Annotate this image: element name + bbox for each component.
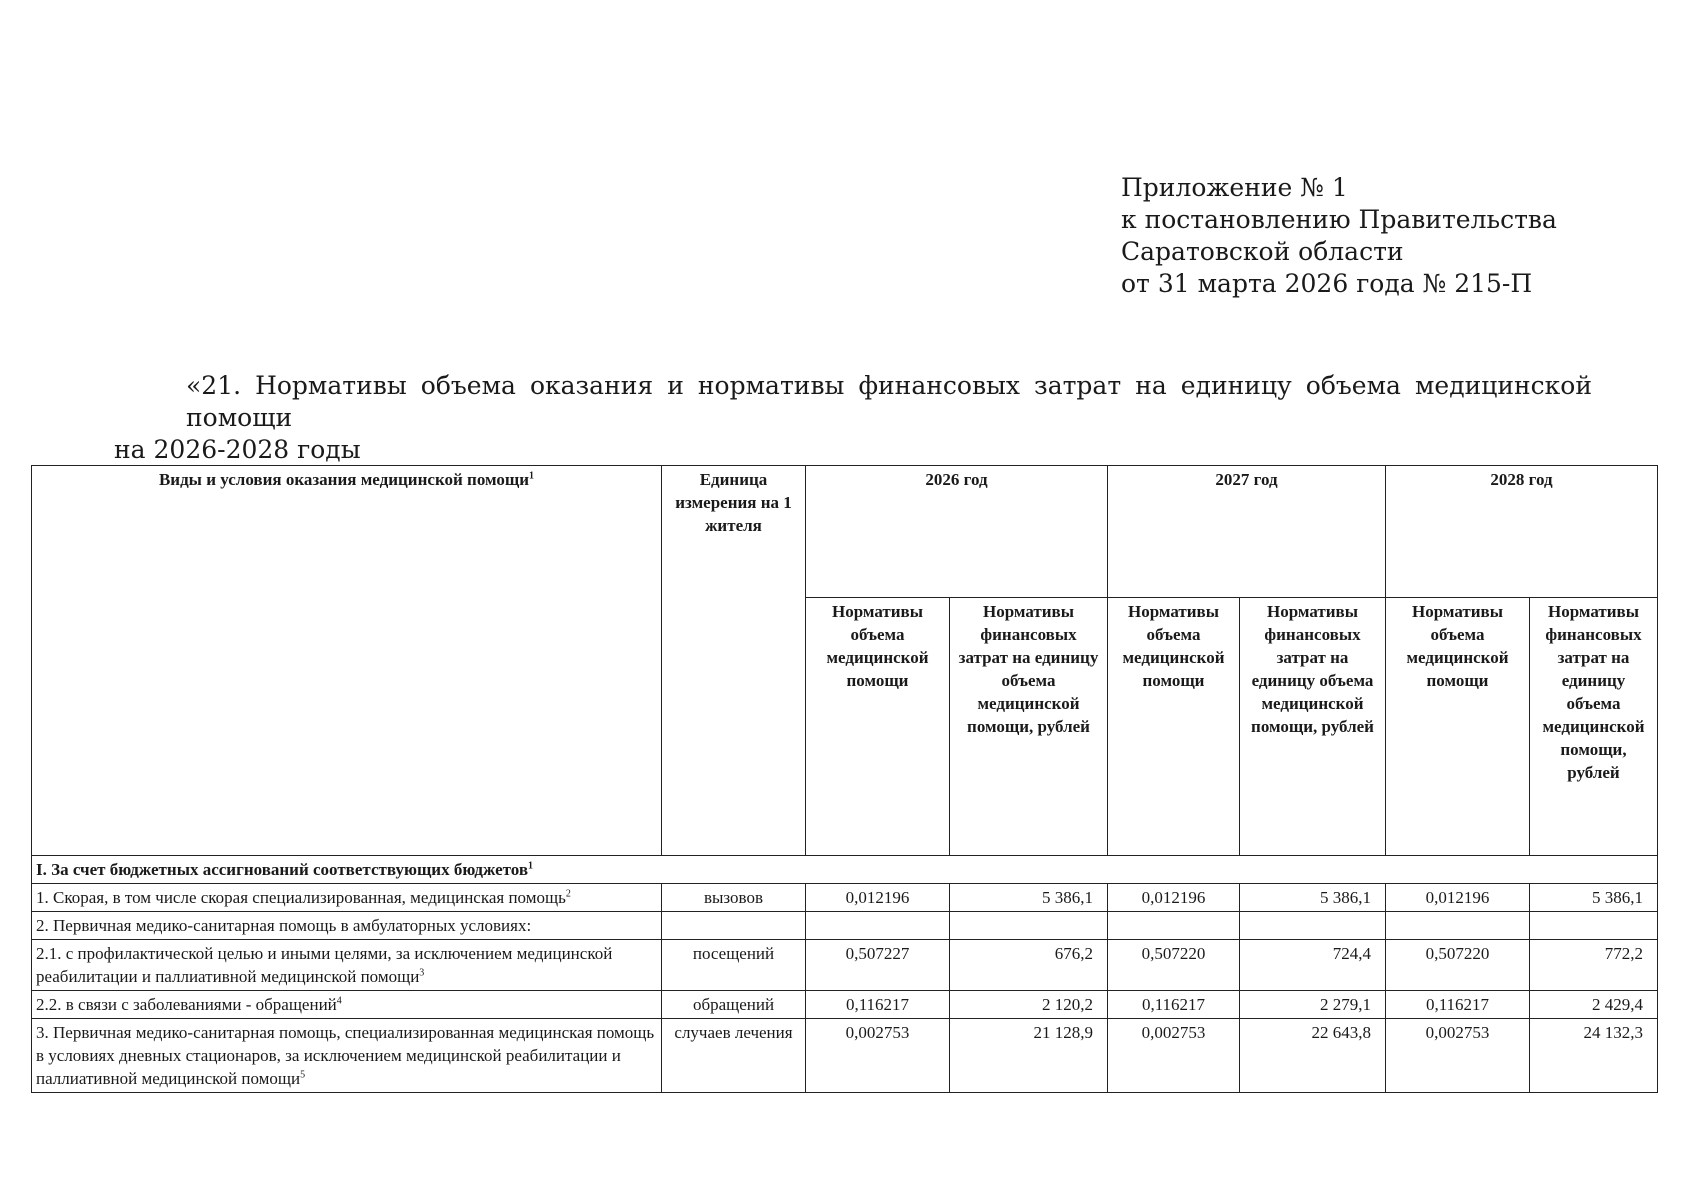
cell-volume: 0,012196 bbox=[806, 884, 950, 912]
header-volume: Нормативы объема медицинской помощи bbox=[1386, 598, 1530, 856]
cell-cost bbox=[950, 912, 1108, 940]
cell-cost: 676,2 bbox=[950, 940, 1108, 991]
cell-cost: 24 132,3 bbox=[1530, 1019, 1658, 1093]
section-label: I. За счет бюджетных ассигнований соответствующих бюджетов$^1$ bbox=[32, 856, 1658, 884]
cell-volume: 0,012196 bbox=[1386, 884, 1530, 912]
cell-cost: 5 386,1 bbox=[1240, 884, 1386, 912]
row-unit: случаев лечения bbox=[662, 1019, 806, 1093]
header-volume: Нормативы объема медицинской помощи bbox=[1108, 598, 1240, 856]
header-kinds: Виды и условия оказания медицинской помощи$^1$ bbox=[32, 466, 662, 856]
cell-volume: 0,116217 bbox=[1386, 991, 1530, 1019]
table-row bbox=[32, 1019, 1658, 1093]
header-cost: Нормативы финансовых затрат на единицу объема медицинской помощи, рублей bbox=[1240, 598, 1386, 856]
header-cost: Нормативы финансовых затрат на единицу объема медицинской помощи, рублей bbox=[950, 598, 1108, 856]
cell-cost: 2 279,1 bbox=[1240, 991, 1386, 1019]
header-volume: Нормативы объема медицинской помощи bbox=[806, 598, 950, 856]
row-name: 3. Первичная медико-санитарная помощь, специализированная медицинская помощь в условиях дневных стационаров, за исключением медицинской реабилитации и паллиативной медицинской помощи$^5$ bbox=[32, 1019, 662, 1093]
cell-cost: 2 429,4 bbox=[1530, 991, 1658, 1019]
table-row bbox=[32, 940, 1658, 991]
cell-cost: 724,4 bbox=[1240, 940, 1386, 991]
cell-volume bbox=[1386, 912, 1530, 940]
row-name: 2.1. с профилактической целью и иными целями, за исключением медицинской реабилитации и паллиативной медицинской помощи$^3$ bbox=[32, 940, 662, 991]
cell-volume: 0,012196 bbox=[1108, 884, 1240, 912]
row-unit: обращений bbox=[662, 991, 806, 1019]
table-row bbox=[32, 884, 1658, 912]
header-unit: Единица измерения на 1 жителя bbox=[662, 466, 806, 856]
document-heading bbox=[114, 370, 1592, 466]
cell-volume bbox=[1108, 912, 1240, 940]
norms-table bbox=[31, 465, 1658, 1093]
cell-cost bbox=[1530, 912, 1658, 940]
cell-volume: 0,002753 bbox=[1108, 1019, 1240, 1093]
cell-cost bbox=[1240, 912, 1386, 940]
annex-title: Приложение № 1 bbox=[1121, 173, 1348, 202]
header-year: 2028 год bbox=[1386, 466, 1658, 598]
cell-cost: 22 643,8 bbox=[1240, 1019, 1386, 1093]
row-unit: вызовов bbox=[662, 884, 806, 912]
cell-volume: 0,002753 bbox=[806, 1019, 950, 1093]
cell-volume: 0,116217 bbox=[1108, 991, 1240, 1019]
row-name: 2.2. в связи с заболеваниями - обращений$^4$ bbox=[32, 991, 662, 1019]
cell-cost: 21 128,9 bbox=[950, 1019, 1108, 1093]
cell-cost: 2 120,2 bbox=[950, 991, 1108, 1019]
section-row bbox=[32, 856, 1658, 884]
table-row bbox=[32, 912, 1658, 940]
cell-volume: 0,002753 bbox=[1386, 1019, 1530, 1093]
row-name: 2. Первичная медико-санитарная помощь в амбулаторных условиях: bbox=[32, 912, 662, 940]
annex-line: к постановлению Правительства bbox=[1121, 205, 1557, 234]
cell-volume: 0,116217 bbox=[806, 991, 950, 1019]
cell-volume: 0,507227 bbox=[806, 940, 950, 991]
annex-line: Саратовской области bbox=[1121, 237, 1404, 266]
header-year: 2027 год bbox=[1108, 466, 1386, 598]
table-row bbox=[32, 991, 1658, 1019]
heading-line: на 2026-2028 годы bbox=[114, 435, 361, 464]
annex-date: от 31 марта 2026 года № 215-П bbox=[1121, 269, 1533, 298]
cell-volume bbox=[806, 912, 950, 940]
cell-volume: 0,507220 bbox=[1386, 940, 1530, 991]
cell-cost: 772,2 bbox=[1530, 940, 1658, 991]
row-name: 1. Скорая, в том числе скорая специализированная, медицинская помощь$^2$ bbox=[32, 884, 662, 912]
header-cost: Нормативы финансовых затрат на единицу объема медицинской помощи, рублей bbox=[1530, 598, 1658, 856]
header-year: 2026 год bbox=[806, 466, 1108, 598]
header-row bbox=[32, 466, 1658, 598]
annex-block bbox=[1121, 172, 1557, 300]
cell-cost: 5 386,1 bbox=[950, 884, 1108, 912]
row-unit bbox=[662, 912, 806, 940]
cell-cost: 5 386,1 bbox=[1530, 884, 1658, 912]
cell-volume: 0,507220 bbox=[1108, 940, 1240, 991]
row-unit: посещений bbox=[662, 940, 806, 991]
heading-line: «21. Нормативы объема оказания и нормативы финансовых затрат на единицу объема медицинской помощи bbox=[186, 371, 1592, 432]
